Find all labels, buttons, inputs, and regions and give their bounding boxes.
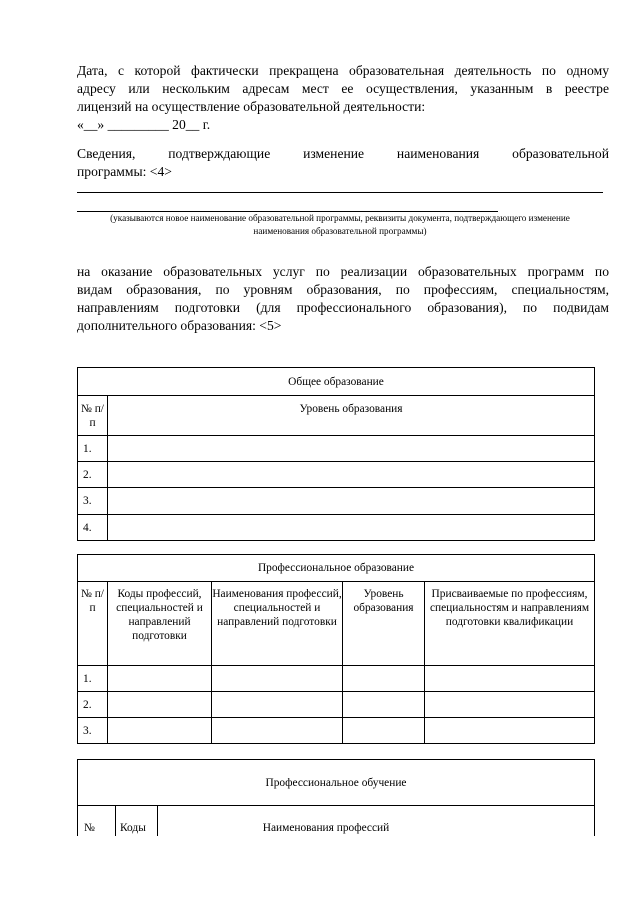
column-header: Коды профессий, специальностей и направлений подготовки [108, 582, 212, 666]
table-cell[interactable] [343, 718, 425, 744]
column-header: Наименования профессий, специальностей и направлений подготовки [212, 582, 343, 666]
row-number: 3. [78, 718, 108, 744]
services-paragraph [77, 263, 609, 335]
table-cell[interactable] [343, 666, 425, 692]
termination-date: «__» _________ 20__ г. [77, 117, 211, 132]
termination-line: адресу или нескольким адресам мест ее осуществления, указанным в реестре [77, 81, 609, 96]
program-change-fill-line[interactable] [77, 192, 603, 193]
termination-paragraph [77, 62, 609, 134]
column-header: № п/п [78, 582, 108, 666]
professional-education-title: Профессиональное образование [78, 555, 595, 582]
column-header: Коды [116, 806, 158, 836]
services-line: направлениям подготовки (для профессионального образования), по подвидам [77, 300, 609, 315]
professional-training-title: Профессиональное обучение [78, 760, 595, 806]
column-header: Наименования профессий [158, 806, 595, 836]
professional-education-table [77, 554, 595, 744]
program-change-paragraph [77, 145, 609, 181]
row-number: 4. [78, 515, 108, 541]
table-cell[interactable] [425, 718, 595, 744]
column-header: № [78, 806, 116, 836]
row-number: 1. [78, 666, 108, 692]
num-header: № п/п [78, 396, 108, 436]
services-line: на оказание образовательных услуг по реализации образовательных программ по [77, 264, 609, 279]
row-number: 2. [78, 462, 108, 488]
table-cell[interactable] [425, 666, 595, 692]
table-cell[interactable] [108, 515, 595, 541]
table-cell[interactable] [108, 692, 212, 718]
table-cell[interactable] [212, 666, 343, 692]
termination-line: Дата, с которой фактически прекращена образовательная деятельность по одному [77, 63, 609, 78]
services-line: видам образования, по уровням образования, по профессиям, специальностям, [77, 282, 609, 297]
general-education-table [77, 367, 595, 541]
column-header: Присваиваемые по профессиям, специальностям и направлениям подготовки квалификации [425, 582, 595, 666]
general-education-title: Общее образование [78, 368, 595, 396]
table-cell[interactable] [212, 692, 343, 718]
table-cell[interactable] [212, 718, 343, 744]
program-change-line1: Сведения, подтверждающие изменение наименования образовательной [77, 146, 609, 161]
row-number: 3. [78, 488, 108, 515]
table-cell[interactable] [343, 692, 425, 718]
program-change-line2: программы: <4> [77, 164, 172, 179]
table-cell[interactable] [108, 666, 212, 692]
professional-training-table [77, 759, 595, 836]
termination-line: лицензий на осуществление образовательной деятельности: [77, 99, 426, 114]
table-cell[interactable] [108, 718, 212, 744]
services-line: дополнительного образования: <5> [77, 318, 282, 333]
column-header: Уровень образования [343, 582, 425, 666]
row-number: 2. [78, 692, 108, 718]
program-change-note: (указываются новое наименование образовательной программы, реквизиты документа, подтверждающего изменение наименования образовательной программы) [110, 213, 570, 236]
row-number: 1. [78, 436, 108, 462]
table-cell[interactable] [108, 462, 595, 488]
level-header: Уровень образования [108, 396, 595, 436]
table-cell[interactable] [108, 488, 595, 515]
table-cell[interactable] [108, 436, 595, 462]
table-cell[interactable] [425, 692, 595, 718]
